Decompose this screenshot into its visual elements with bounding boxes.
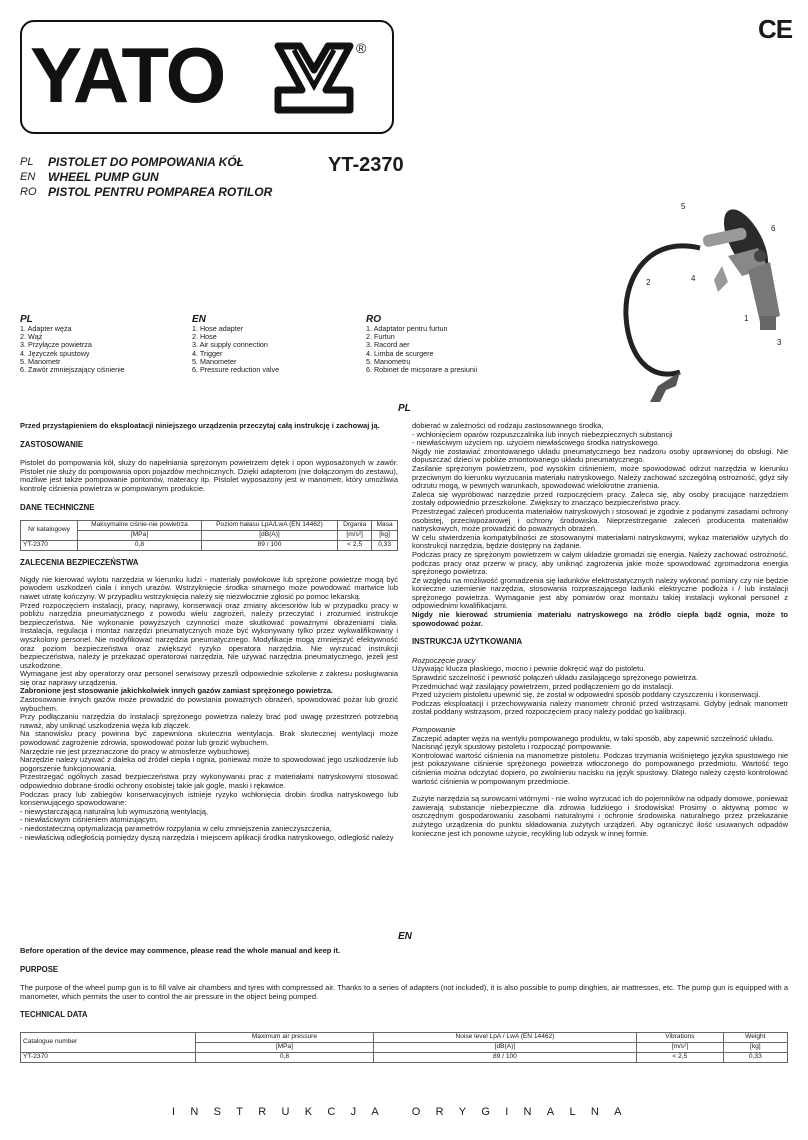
start-step: Sprawdzić szczelność i pewność połączeń układu zasilającego sprężonego powietrza. (412, 673, 698, 683)
right-paragraph: Zasilanie sprężonym powietrzem, pod wysokim ciśnieniem, może spowodować odrzut narzędzia w kierunku przeciwnym do kierunku wyrzucania materiału natryskowego. Należy zachować szczególną ostrożność, gdyż siły odrzutu mogą, w pewnych warunkach, spowodować wielokrotne zranienia. (412, 463, 788, 491)
parts-list-ro (366, 314, 546, 374)
safety-paragraph: Zastosowanie innych gazów może prowadzić do powstania poważnych obrażeń, spowodować pożar lub grozić wybuchem. (20, 695, 398, 713)
brand-name: YATO (30, 31, 225, 119)
table-header: Nr katalogowy (21, 521, 78, 541)
table-header: Masa (372, 521, 398, 531)
table-unit: [MPa] (196, 1042, 374, 1052)
start-step: Przed użyciem pistoletu upewnić się, że został w odpowiedni sposób poddany czyszczeniu i konserwacji. (412, 690, 761, 700)
list-item: 6. Robinet de micșorare a presiunii (366, 365, 478, 375)
list-item: 6. Pressure reduction valve (192, 365, 280, 375)
right-warning: Nigdy nie kierować strumienia materiału natryskowego na źródło ciepła bądź ognia, może to spowodować pożar. (412, 610, 788, 628)
parts-head-ro: RO (366, 314, 381, 325)
right-paragraph: Przestrzegać zaleceń producenta materiałów natryskowych i stosować je zgodnie z podanymi zasadami ochrony osobistej, przeciwpożarowej i ochrony środowiska. Nieprzestrzeganie zaleceń producenta materiałów natryskowych, może prowadzić do poważnych obrażeń. (412, 506, 788, 534)
table-unit: [dB(A)] (201, 531, 337, 541)
pl-right-column (412, 422, 788, 838)
pump-step: Zaczepić adapter węża na wentylu pompowanego produktu, w taki sposób, aby zapewnić szczelność układu. (412, 733, 774, 743)
callout-6: 6 (771, 224, 776, 233)
list-item: 4. Limba de scurgere (366, 348, 434, 358)
list-item: 4. Języczek spustowy (20, 348, 90, 358)
pl-tech-head: DANE TECHNICZNE (20, 502, 95, 512)
en-tech-table (20, 1032, 788, 1063)
safety-paragraph: Zabronione jest stosowanie jakichkolwiek innych gazów zamiast sprężonego powietrza. (20, 686, 333, 696)
table-unit: [MPa] (77, 531, 201, 541)
brand-logo (30, 30, 224, 120)
model-number: YT-2370 (328, 154, 404, 176)
callout-5: 5 (681, 202, 686, 211)
list-item: 2. Hose (192, 332, 217, 342)
start-step: Przedmuchać wąż zasilający powietrzem, przed podłączeniem go do instalacji. (412, 681, 674, 691)
parts-head-en: EN (192, 314, 206, 325)
title-pl: PISTOLET DO POMPOWANIA KÓŁ (48, 155, 245, 169)
ce-mark: CE (758, 14, 793, 44)
table-cell: < 2,5 (338, 541, 372, 551)
table-cell: 0,33 (723, 1052, 787, 1062)
brand-emblem-icon (274, 42, 354, 114)
table-header: Drgania (338, 521, 372, 531)
callout-4: 4 (691, 274, 696, 283)
pl-instr-head: INSTRUKCJA UŻYTKOWANIA (412, 637, 523, 647)
list-item: 3. Air supply connection (192, 340, 268, 350)
en-intro: Before operation of the device may commence, please read the whole manual and keep it. (20, 946, 341, 955)
start-step: Używając klucza płaskiego, mocno i pewnie dokręcić wąż do pistoletu. (412, 664, 646, 674)
pl-purpose: Pistolet do pompowania kół, służy do napełniania sprężonym powietrzem dętek i opon wyposażonych w zawór. Pistolet nie służy do pompowania opon pojazdów mechnicznych. Dzięki adapterom (nie dołączonym do zestawu), możliwe jest także pompowanie pontonów, materacy itp. Pistolet wyposażony jest w manometr, który umożliwia kontrolę ciśnienia powietrza w pompowanym produkcie. (20, 458, 398, 493)
footer-original-instruction: INSTRUKCJA ORYGINALNA (172, 1106, 637, 1118)
en-tech-head: TECHNICAL DATA (20, 1010, 88, 1020)
table-cell: 89 / 100 (373, 1052, 636, 1062)
right-paragraph: Podczas pracy ze sprężonym powietrzem w całym układzie gromadzi się energia. Należy zachować ostrożność, podczas pracy oraz przerw w pracy, aby uniknąć zagrożenia jakie może spowodować zgromadzona energia sprężonego powietrza. (412, 549, 788, 577)
table-cell: 89 / 100 (201, 541, 337, 551)
table-header: Noise level LpA / LwA (EN 14462) (373, 1032, 636, 1042)
section-marker-pl: PL (398, 403, 411, 414)
safety-paragraph: - niewłaściwym ciśnieniem atomizującym, (20, 815, 158, 825)
table-unit: [m/s²] (338, 531, 372, 541)
callout-3: 3 (777, 338, 782, 347)
lang-label-ro: RO (20, 186, 37, 198)
list-item: 4. Trigger (192, 348, 223, 358)
safety-paragraph: Narzędzie należy używać z daleka od źródeł ciepła i ognia, ponieważ może to spowodować jego uszkodzenie lub pogorszenie funkcjonowania. (20, 755, 398, 773)
parts-list-pl (20, 314, 190, 374)
title-en: WHEEL PUMP GUN (48, 170, 159, 184)
table-unit: [kg] (372, 531, 398, 541)
start-step: Podczas eksploatacji i przechowywania należy manometr chronić przed wstrząsami. Gdyby jednak manometr został poddany wstrząsom, przed rozpoczęciem pracy należy poddać go kalibracji. (412, 698, 788, 717)
safety-paragraph: Podczas pracy lub zabiegów konserwacyjnych istnieje ryzyko wchłonięcia drobin środka natryskowego lub konserwującego spowodowane: (20, 789, 398, 808)
pump-step: Kontrolować wartość ciśnienia na manometrze pistoletu. Podczas trzymania wciśniętego języka spustowego nie jest pokazywane ciśnienie sprężonego powietrza wtłoczonego do pompowanego przedmiotu. Wartość tego ciśnienia można odczytać dopiero, po zwolnieniu nacisku na język spustowy. Dlatego należy często kontrolować wartość ciśnienia w pompowanym przedmiocie. (412, 750, 788, 786)
list-item: 3. Przyłącze powietrza (20, 340, 92, 350)
lang-label-pl: PL (20, 156, 34, 168)
parts-head-pl: PL (20, 314, 33, 325)
right-paragraph: Zaleca się wypróbować narzędzie przed rozpoczęciem pracy. Zaleca się, aby osoby pracujące narzędziem zostały odpowiednio przeszkolone. Zwiększy to znacząco bezpieczeństwo pracy. (412, 489, 788, 508)
title-ro: PISTOL PENTRU POMPAREA ROTILOR (48, 185, 273, 199)
table-cell: 0,33 (372, 541, 398, 551)
lang-label-en: EN (20, 171, 36, 183)
table-header: Poziom hałasu LpA/LwA (EN 14462) (201, 521, 337, 531)
pl-left-column (20, 422, 398, 842)
list-item: 3. Racord aer (366, 340, 410, 350)
pl-start-head: Rozpoczęcie pracy (412, 655, 476, 665)
table-cell: 0,8 (77, 541, 201, 551)
en-purpose-head: PURPOSE (20, 964, 59, 974)
table-header: Catalogue number (21, 1032, 196, 1052)
pump-step: Nacisnąć język spustowy pistoletu i rozpocząć pompowanie. (412, 742, 613, 752)
table-header: Maksymalne ciśnie-nie powietrza (77, 521, 201, 531)
safety-paragraph: Przy podłączaniu narzędzia do instalacji sprężonego powietrza należy brać pod uwagę przestrzeń potrzebną naważ, aby uniknąć uszkodzenia węża lub złączek. (20, 712, 398, 730)
safety-paragraph: Przed rozpoczęciem instalacji, pracy, naprawy, konserwacji oraz zmiany akcesoriów lub w przypadku pracy w pobliżu narzędzia pneumatycznego z powodu wielu zagrożeń, należy przeczytać i zrozumieć instrukcje bezpieczeństwa. Nie wykonanie powyższych czynności może skutkować poważnymi obrażeniami ciała. Instalacja, regulacja i montaż narzędzi pneumatycznych może być wykonywany tylko przez wykwalifikowany i wyszkolony personel. Nie modyfikować narzędzia pneumatycznego. Modyfikacje mogą zmniejszyć efektywność oraz poziom bezpieczeństwa oraz zwiększyć ryzyko operatora narzędzia. Nie wyrzucać instrukcji bezpieczeństwa, należy je przekazać operatorowi narzędzia. Nie używać narzędzia pneumatycznego, jeżeli jest uszkodzone. (20, 600, 398, 670)
table-unit: [m/s²] (637, 1042, 724, 1052)
table-cell: 0,8 (196, 1052, 374, 1062)
pl-recycle: Zużyte narzędzia są surowcami wtórnymi - nie wolno wyrzucać ich do pojemników na odpady domowe, ponieważ zawierają substancje niebezpieczne dla zdrowia ludzkiego i środowiska! Prosimy o aktywną pomoc w oszczędnym gospodarowaniu zasobami naturalnymi i ochronie środowiska naturalnego przez przekazanie zużytego urządzenia do punktu składowania zużytych urządzeń. Aby ograniczyć ilość usuwanych odpadów konieczne jest ich ponowne użycie, recykling lub odzysk w innej formie. (412, 794, 789, 838)
right-paragraph: dobierać w zależności od rodzaju zastosowanego środka, (412, 421, 604, 430)
safety-paragraph: Przestrzegać ogólnych zasad bezpieczeństwa przy wykonywaniu prac z materiałami natryskowymi stosować odpowiednio dobrane środki ochrony osobistej takie jak gogle, maski i rękawice. (20, 772, 398, 790)
list-item: 2. Furtun (366, 332, 395, 342)
safety-paragraph: - niewłaściwą odległością pomiędzy dyszą narzędzia i miejscem aplikacji środka natryskowego, odległość należy (20, 832, 394, 842)
right-paragraph: Nigdy nie zostawiać zmontowanego układu pneumatycznego bez nadzoru osoby uprawnionej do obsługi. Nie dopuszczać dzieci w pobliże zmontowanego układu pneumatycznego. (412, 446, 788, 465)
list-item: 1. Adaptator pentru furtun (366, 324, 448, 333)
table-unit: [dB(A)] (373, 1042, 636, 1052)
right-paragraph: - wchłonięciem oparów rozpuszczalnika lub innych niebezpiecznych substancji (412, 429, 673, 439)
table-header: Maximum air pressure (196, 1032, 374, 1042)
list-item: 5. Manometru (366, 356, 411, 366)
safety-paragraph: Wymagane jest aby operatorzy oraz personel serwisowy przeszli odpowiednie szkolenie z zakresu posługiwania się oraz naprawy urządzenia. (20, 669, 398, 687)
list-item: 5. Manometer (192, 356, 237, 366)
safety-paragraph: Na stanowisku pracy powinna być zapewniona skuteczna wentylacja. Brak skutecznej wentylacji może powodować zagrożenie zdrowia, spowodować pożar lub grozić wybuchem. (20, 729, 398, 748)
registered-mark: ® (356, 40, 367, 56)
right-paragraph: - niewłaściwym użyciem np. użyciem niewłaściwego środka natryskowego. (412, 438, 660, 448)
safety-paragraph: Narzędzie nie jest przeznaczone do pracy w atmosferze wybuchowej. (20, 746, 251, 756)
table-header: Vibrations (637, 1032, 724, 1042)
safety-paragraph: - niedostateczną optymalizacją parametrów rozpylania w celu zmniejszenia zanieczyszczenia, (20, 823, 332, 833)
table-unit: [kg] (723, 1042, 787, 1052)
pl-tech-table (20, 520, 398, 551)
list-item: 5. Manometr (20, 356, 61, 366)
right-paragraph: W celu stwierdzenia kompatybilności ze stosowanymi materiałami natryskowymi, wykaz materiałów użytych do konstrukcji narzędzia, będzie dostępny na żądanie. (412, 532, 788, 551)
safety-paragraph: - niewystarczającą naturalną lub wymuszoną wentylacją, (20, 806, 209, 816)
list-item: 1. Hose adapter (192, 324, 244, 333)
right-paragraph: Ze względu na możliwość gromadzenia się ładunków elektrostatycznych należy wykonać pomiary czy nie będzie konieczne uziemienie narzędzia, stosowania rozpraszającego ładunki elektryczne podłoża i / lub instalacji sprężonego powietrza. Wymaganie jest aby pomiarów oraz montażu takiej instalacji wykonał personel z odpowiednimi kwalifikacjami. (412, 575, 788, 611)
table-cell: YT-2370 (21, 1052, 196, 1062)
callout-2: 2 (646, 278, 651, 287)
parts-list-en (192, 314, 362, 374)
list-item: 1. Adapter węża (20, 324, 72, 333)
list-item: 6. Zawór zmniejszający ciśnienie (20, 365, 125, 375)
table-cell: < 2,5 (637, 1052, 724, 1062)
table-cell: YT-2370 (21, 541, 78, 551)
pl-safety-head: ZALECENIA BEZPIECZEŃSTWA (20, 558, 139, 568)
section-marker-en: EN (398, 931, 412, 942)
safety-paragraph: Nigdy nie kierować wylotu narzędzia w kierunku ludzi - materiały powłokowe lub sprężone powietrze mogą być powodem uszkodzeń ciała i innych urazów. Wstrzyknięcie środka smarnego może powodować martwice lub nawet utratę kończyny. W przypadku wstrzyknięcia należy się niezwłocznie zgłosić po pomoc lekarską. (20, 574, 398, 601)
en-section (20, 947, 788, 1063)
en-purpose: The purpose of the wheel pump gun is to fill valve air chambers and tyres with compressed air. Thanks to a series of adapters (not included), it is also possible to pump dinghies, air mattresses, etc. The pump gun is equipped with a manometer, which permits the user to control the air pressure in the object being pumped. (20, 983, 788, 1001)
table-header: Weight (723, 1032, 787, 1042)
pl-intro: Przed przystąpieniem do eksploatacji niniejszego urządzenia przeczytaj całą instrukcję i zachowaj ją. (20, 421, 380, 430)
pl-pump-head: Pompowanie (412, 725, 456, 734)
list-item: 2. Wąż (20, 332, 43, 342)
pl-purpose-head: ZASTOSOWANIE (20, 439, 84, 449)
callout-1: 1 (744, 314, 749, 323)
